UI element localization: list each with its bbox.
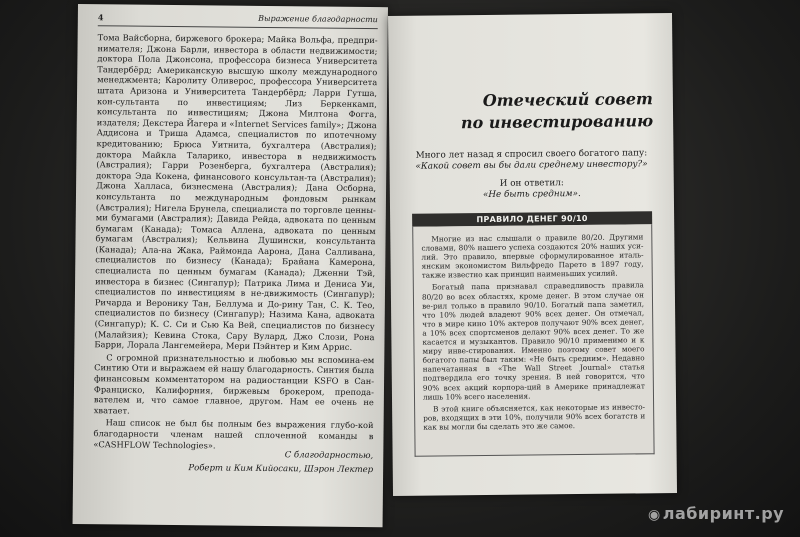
labyrinth-logo-icon: ◉	[648, 507, 661, 523]
epigraph-question: «Какой совет вы бы дали среднему инвестору?»	[415, 159, 648, 172]
page-number: 4	[97, 12, 104, 23]
rule-paragraph-90-10: Богатый папа признавал справедливость правила 80/20 во всех областях, кроме денег. В этом случае он ве-рил только в правило 90/10. Богатый папа заметил, что 10% людей владеют 90% всех денег. Он отмечал, что в мире кино 10% актеров получают 90% всех денег, а 10% всех спортсменов делают 90% всех денег. То же касается и музыкантов. Правило 90/10 применимо и к миру инве-стирования. Именно поэтому совет моего богатого папы был таким: «Не быть средним». Недавно напечатанная в «The Wall Street Journal» статья подтвердила его точку зрения. В ней говорится, что 90% всех акций корпора-ций в Америке принадлежат лишь 10% всего населения.	[421, 280, 645, 402]
chapter-title	[409, 88, 653, 135]
chapter-title-line1: Отеческий совет	[482, 89, 653, 111]
epigraph-line1: Много лет назад я спросил своего богатого папу:	[415, 148, 648, 161]
running-head: Выражение благодарности	[258, 13, 378, 25]
memorial-paragraph: С огромной признательностью и любовью мы вспомина-ем Синтию Оти и выражаем ей нашу благодарность. Синтия была финансовым комментатором на радиостанции KSFO в Сан-Франциско, Калифорния, биржевым брокером, препода-вателем и, что самое главное, другом. Нам ее очень не хватает.	[93, 352, 375, 416]
watermark-text: лабиринт.ру	[662, 504, 785, 523]
left-page	[73, 4, 388, 527]
page-header	[98, 12, 378, 29]
acknowledgement-list-paragraph: Тома Вайсборна, биржевого брокера; Майка Вольфа, предпри-нимателя; Джона Барли, инвестора в области недвижимости; доктора Пола Джонсона, профессора бизнеса Университета Тандербёрд; Американскую высшую школу международного менеджмента; Каролиту Оливерос, профессора Университета штата Аризона и Университета Тандербёрд; Ларри Гутша, кон-сультанта по инвестициям; Лиз Беркенкамп, консультанта по инвестициям; Джона Милтона Фогга, издателя; Декстера Йагера и «Internet Services family»; Джона Аддисона и Триша Адамса, специалистов по ипотечному кредитованию; Брюса Уитнита, бухгалтера (Австралия); доктора Майкла Таларико, инвестора в недвижимость (Австралия); Гарри Розенберга, бухгалтера (Австралия); доктора Эда Кокена, финансового консультан-та (Австралия); Джона Халласа, бизнесмена (Австралия); Дана Осборна, консультанта по международным фондовым рынкам (Австралия); Нигела Брунела, специалиста по торговле ценны-ми бумагами (Австралия); Давида Рейда, адвоката по ценным бумагам (Канада); Томаса Аллена, адвоката по ценным бумагам (Австралия); Кельвина Душински, консультанта (Канада); Ала-на Жака, Раймонда Аарона, Дана Салливана, специалистов по бизнесу (Канада); Брайана Камерона, специалиста по ценным бумагам (Канада); Дженни Тэй, инвестора в бизнес (Сингапур); Патрика Лима и Дениса Уи, специалистов по инвестициям в не-движимость (Сингапур); Ричарда и Веронику Тан, Беллума и До-рину Тан, С. К. Тео, специалистов по бизнесу (Сингапур); Назима Кана, адвоката (Сингапур); К. С. Си и Сью Ка Вей, специалистов по бизнесу (Малайзия); Кевина Стока, Сару Вулард, Джо Слози, Рона Барри, Лорала Лангемейера, Мери Пэйнтер и Ким Аррис.	[94, 32, 378, 353]
right-page	[388, 13, 677, 496]
rule-paragraph-book: В этой книге объясняется, как некоторые из инвесто-ров, входящих в эти 10%, получили 90% всех богатств и как вы могли бы сделать это же самое.	[423, 402, 646, 432]
rule-box	[412, 224, 654, 457]
rule-paragraph-80-20: Многие из нас слышали о правиле 80/20. Другими словами, 80% нашего успеха создаются 20% наших уси-лий. Это правило, впервые сформулированное италь-янским экономистом Вильфредо Парето в 1897 году, также известно как принцип наименьших усилий.	[421, 232, 644, 281]
epigraph-line3: И он ответил:	[499, 178, 564, 189]
header-rule	[98, 25, 378, 29]
chapter-title-line2: по инвестированию	[460, 111, 654, 133]
signature-closing: С благодарностью,	[284, 450, 374, 462]
epigraph	[403, 148, 660, 202]
left-body-text	[93, 32, 377, 454]
team-thanks-paragraph: Наш список не был бы полным без выражения глубо-кой благодарности членам нашей сплоченной команды в «CASHFLOW Technologies».	[93, 417, 374, 451]
site-watermark	[648, 504, 784, 523]
epigraph-answer: «Не быть средним».	[482, 188, 581, 201]
rule-box-title: ПРАВИЛО ДЕНЕГ 90/10	[412, 211, 652, 227]
signature-authors: Роберт и Ким Кийосаки, Шэрон Лектер	[188, 463, 374, 476]
